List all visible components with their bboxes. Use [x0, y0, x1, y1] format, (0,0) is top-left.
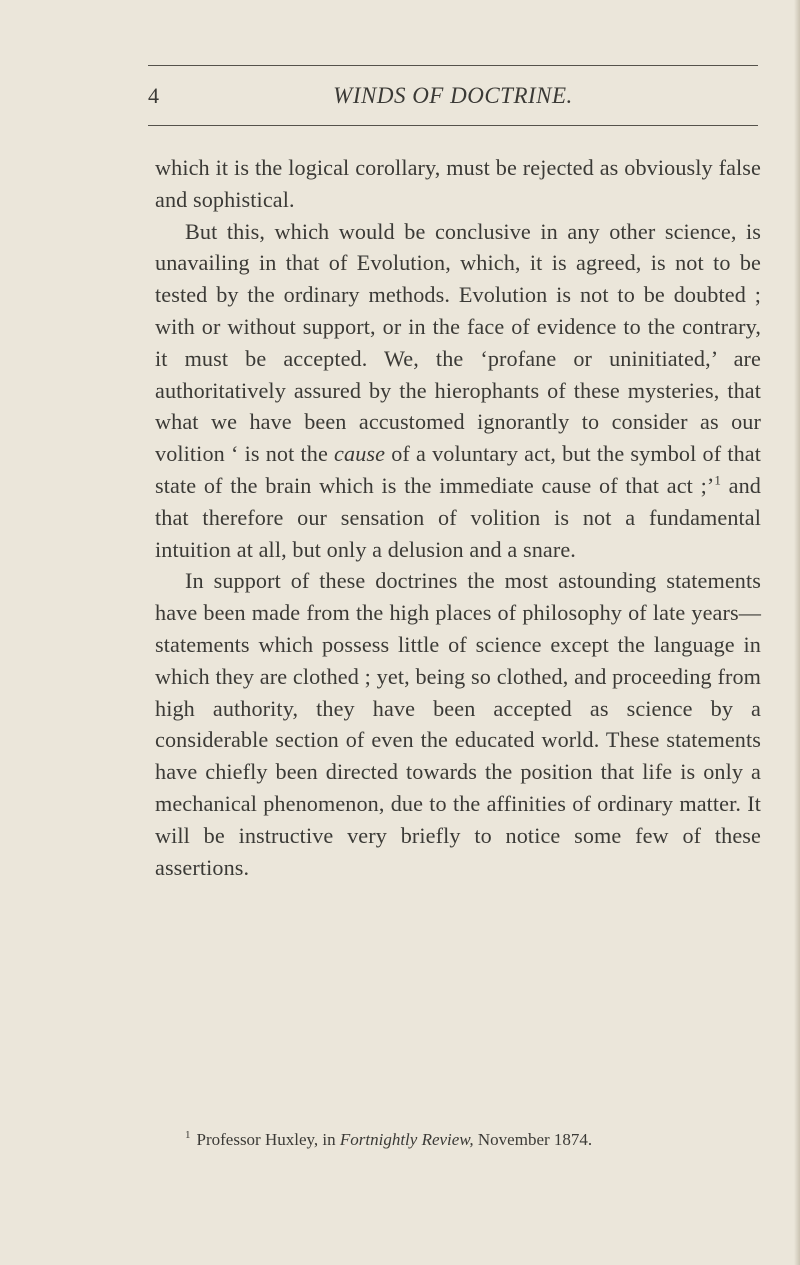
paragraph-2-text-a: But this, which would be conclusive in any other science, is unavailing in that of Evolution, which, it is agreed, is not to be tested by the ordinary methods. Evolution is not to be doubted ; with or without support, or in the face of evidence to the contrary, it must be accepted. We, the ‘profane or uninitiated,’ are authoritatively assured by the hierophants of these mysteries, that what we have been accustomed ignorantly to consider as our volition ‘ is not the [155, 218, 761, 467]
paragraph-2 [155, 216, 761, 566]
footnote [185, 1129, 765, 1151]
footnote-reference: 1 [714, 472, 721, 488]
body-text [155, 152, 761, 883]
paragraph-2-italic-cause: cause [334, 441, 386, 467]
footnote-text-after: November 1874. [473, 1130, 593, 1149]
page-number: 4 [148, 83, 159, 108]
paragraph-3: In support of these doctrines the most astounding statements have been made from the high places of philosophy of late years—statements which possess little of science except the language in which they are clothed ; yet, being so clothed, and proceeding from high authority, they have been accepted as science by a considerable section of even the educated world. These statements have chiefly been directed towards the position that life is only a mechanical phenomenon, due to the affinities of ordinary matter. It will be instructive very briefly to notice some few of these assertions. [155, 568, 761, 880]
paragraph-2-text-b: of a voluntary act, but the symbol of that state of the brain which is the immediate cause of that act ;’ [155, 441, 761, 498]
footnote-mark: 1 [185, 1129, 191, 1142]
footnote-source: Fortnightly Review, [339, 1130, 474, 1149]
page-edge-shadow [794, 0, 800, 1265]
paragraph-2-text-c: and that therefore our sensation of volition is not a fundamental intuition at all, but only a delusion and a snare. [155, 472, 761, 562]
header-bottom-rule [148, 125, 758, 126]
header-top-rule [148, 65, 758, 66]
footnote-text-before: Professor Huxley, in [196, 1130, 340, 1149]
page-header [148, 83, 758, 115]
running-title: WINDS OF DOCTRINE. [333, 83, 573, 108]
paragraph-1: which it is the logical corollary, must be rejected as obviously false and sophistical. [155, 155, 761, 212]
